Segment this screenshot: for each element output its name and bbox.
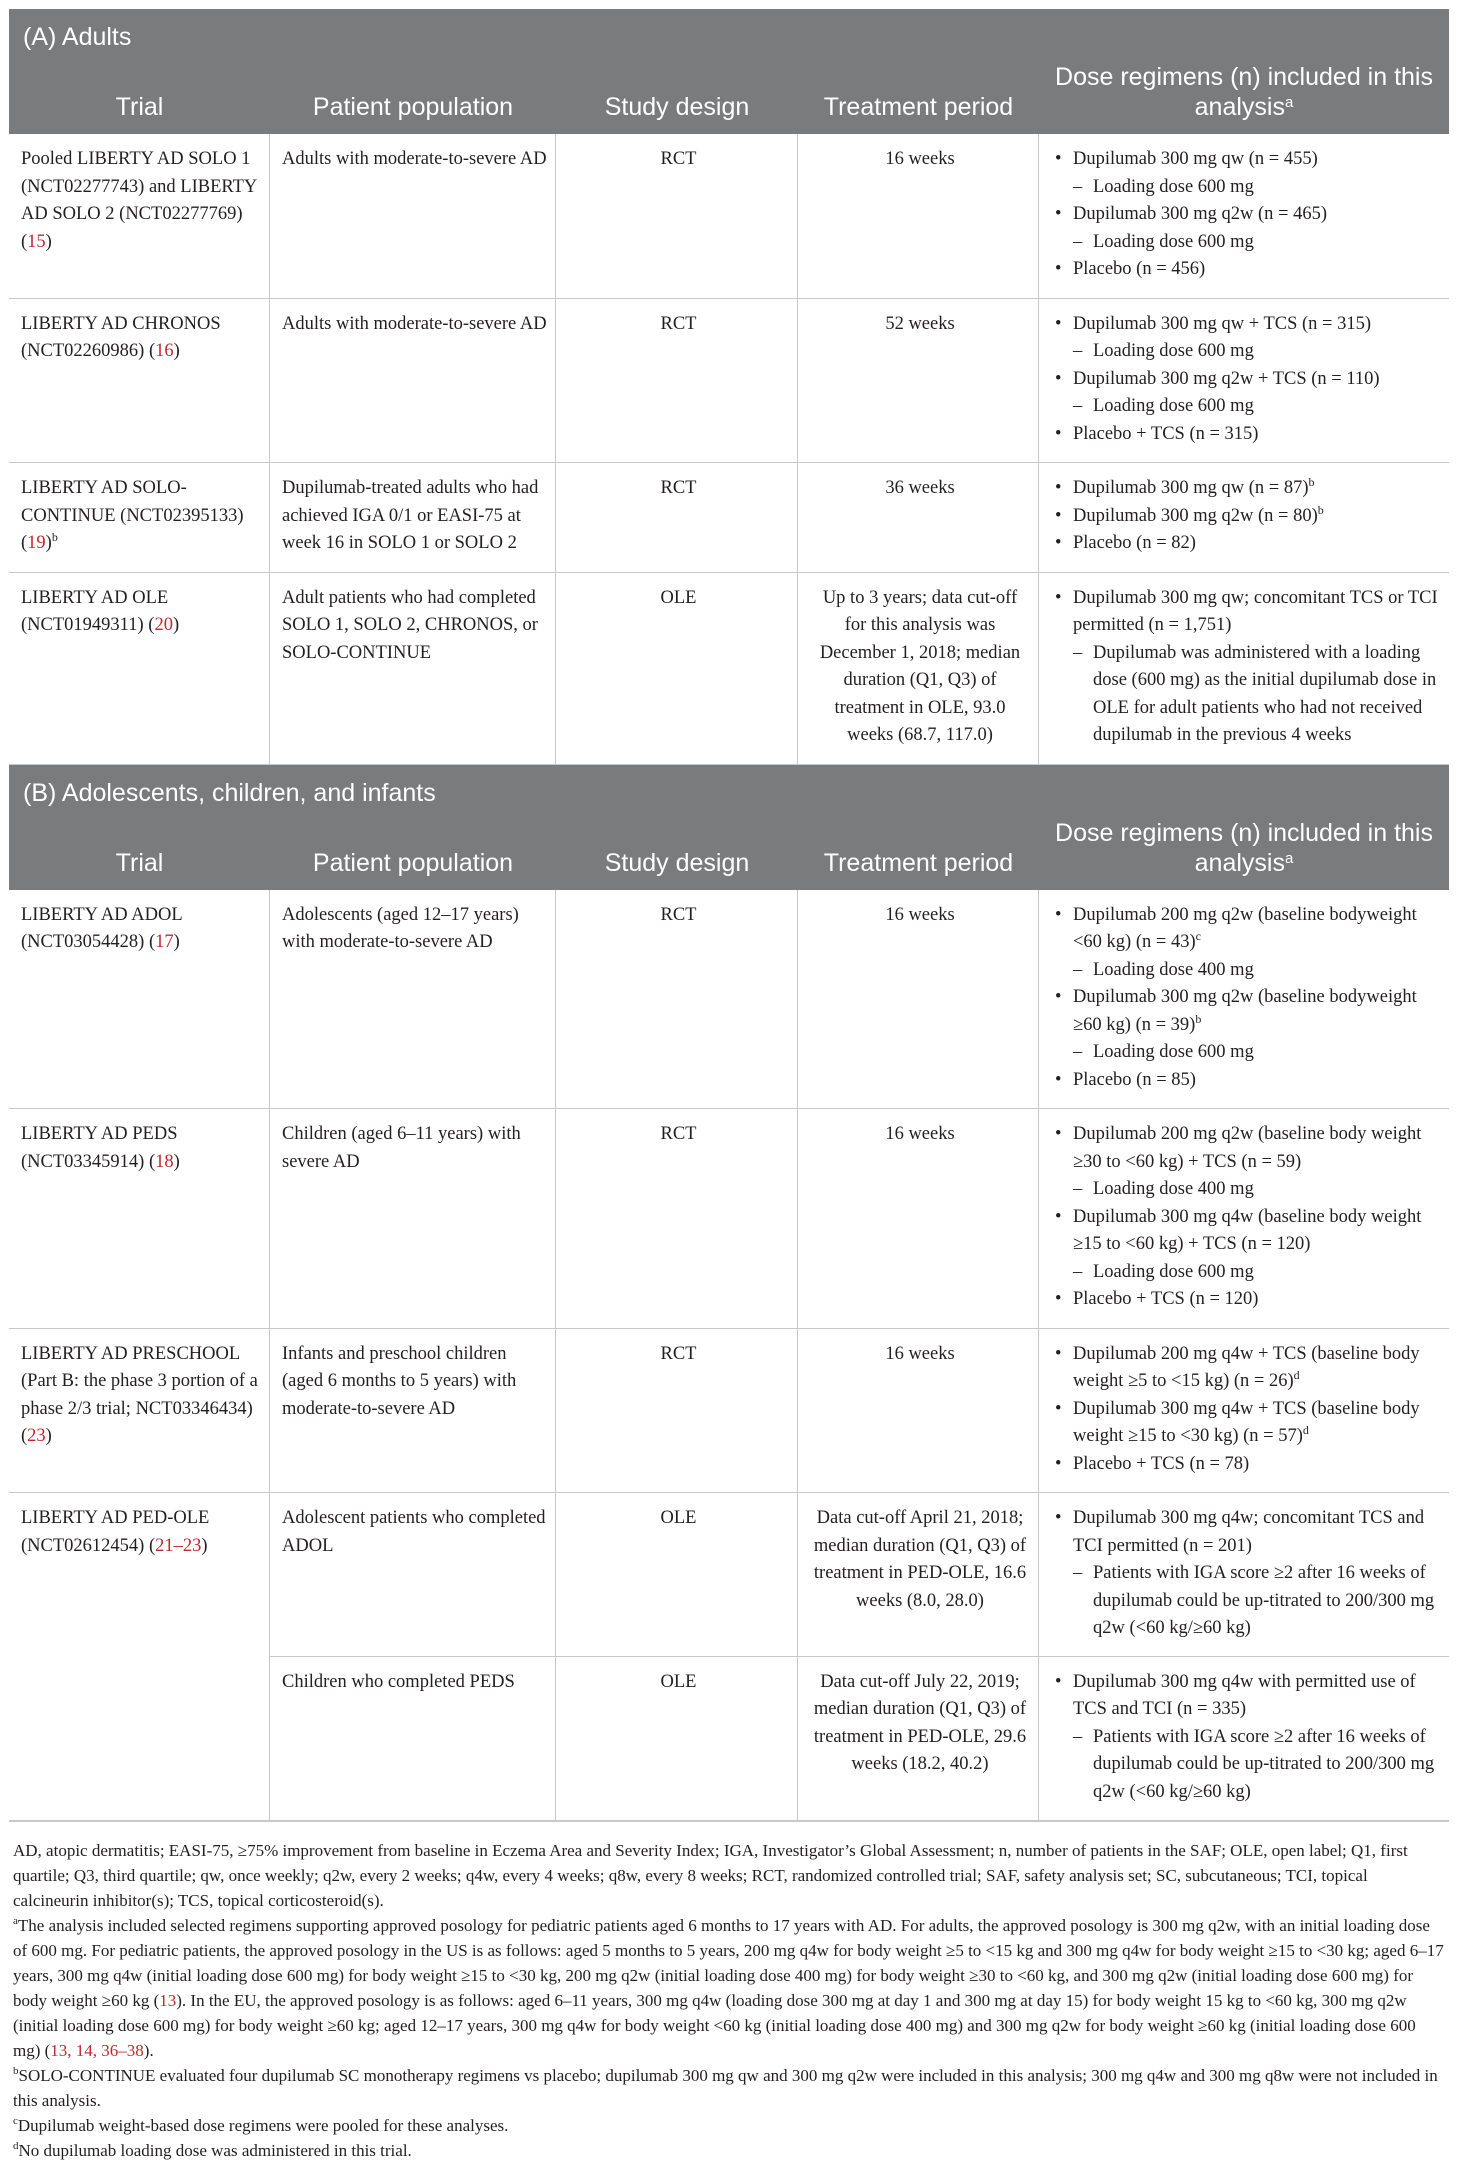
- dose-item: • Dupilumab 300 mg q2w (n = 80)$^b$: [1051, 503, 1441, 531]
- cell-trial: LIBERTY AD PRESCHOOL (Part B: the phase 3 portion of a phase 2/3 trial; NCT03346434) (23): [9, 1329, 270, 1493]
- cell-study-design: RCT: [556, 890, 798, 1109]
- header-doses: Dose regimens (n) included in this analysis$^a$: [1055, 818, 1433, 877]
- dose-item: • Dupilumab 300 mg qw + TCS (n = 315): [1051, 311, 1441, 339]
- cell-treatment-period: Data cut-off April 21, 2018; median duration (Q1, Q3) of treatment in PED-OLE, 16.6 weeks (8.0, 28.0): [798, 1493, 1039, 1657]
- table-row: [9, 134, 1449, 299]
- table-row: [9, 299, 1449, 464]
- cell-population: Children (aged 6–11 years) with severe AD: [270, 1109, 556, 1328]
- footnote-b: $^b$SOLO-CONTINUE evaluated four dupilumab SC monotherapy regimens vs placebo; dupilumab 300 mg qw and 300 mg q2w were included in this analysis; 300 mg q4w and 300 mg q8w were not included in this analysis.: [13, 2065, 1438, 2110]
- citation-link[interactable]: 17: [155, 932, 174, 952]
- cell-treatment-period: 16 weeks: [798, 1329, 1039, 1493]
- citation-link[interactable]: 13: [159, 1991, 177, 2010]
- cell-dose-regimens: [1039, 1657, 1449, 1821]
- citation-link[interactable]: 16: [155, 341, 174, 361]
- cell-trial: [9, 1657, 270, 1821]
- cell-study-design: RCT: [556, 299, 798, 463]
- cell-treatment-period: 52 weeks: [798, 299, 1039, 463]
- dose-item: • Dupilumab 200 mg q2w (baseline bodyweight <60 kg) (n = 43)$^c$: [1051, 902, 1441, 957]
- header-design: Study design: [604, 93, 750, 121]
- cell-dose-regimens: [1039, 1329, 1449, 1493]
- cell-treatment-period: 16 weeks: [798, 134, 1039, 298]
- table-row: [9, 890, 1449, 1110]
- cell-dose-regimens: [1039, 1109, 1449, 1328]
- cell-population: Adolescents (aged 12–17 years) with moderate-to-severe AD: [270, 890, 556, 1109]
- dose-item: • Dupilumab 300 mg q2w (baseline bodyweight ≥60 kg) (n = 39)$^b$: [1051, 984, 1441, 1039]
- section-b-rows: [9, 890, 1449, 1822]
- cell-study-design: OLE: [556, 1493, 798, 1657]
- cell-study-design: OLE: [556, 573, 798, 764]
- dose-item: • Dupilumab 300 mg qw (n = 87)$^b$: [1051, 475, 1441, 503]
- dose-subitem: – Loading dose 600 mg: [1051, 338, 1441, 366]
- dose-item: • Dupilumab 300 mg q4w + TCS (baseline body weight ≥15 to <30 kg) (n = 57)$^d$: [1051, 1396, 1441, 1451]
- dose-subitem: – Loading dose 600 mg: [1051, 229, 1441, 257]
- cell-study-design: RCT: [556, 134, 798, 298]
- cell-dose-regimens: [1039, 1493, 1449, 1657]
- dose-subitem: – Dupilumab was administered with a loading dose (600 mg) as the initial dupilumab dose in OLE for adult patients who had not received dupilumab in the previous 4 weeks: [1051, 640, 1441, 750]
- dose-item: • Dupilumab 200 mg q2w (baseline body weight ≥30 to <60 kg) + TCS (n = 59): [1051, 1121, 1441, 1176]
- dose-item: • Dupilumab 300 mg q4w with permitted use of TCS and TCI (n = 335): [1051, 1669, 1441, 1724]
- header-trial: Trial: [115, 93, 164, 121]
- dose-item: • Placebo (n = 456): [1051, 256, 1441, 284]
- cell-population: Adult patients who had completed SOLO 1, SOLO 2, CHRONOS, or SOLO-CONTINUE: [270, 573, 556, 764]
- dose-subitem: – Loading dose 400 mg: [1051, 1176, 1441, 1204]
- section-b-title: (B) Adolescents, children, and infants: [9, 765, 1449, 818]
- cell-population: Adults with moderate-to-severe AD: [270, 134, 556, 298]
- footnote-abbreviations: AD, atopic dermatitis; EASI-75, ≥75% improvement from baseline in Eczema Area and Severity Index; IGA, Investigator’s Global Assessment; n, number of patients in the SAF; OLE, open label; Q1, first quartile; Q3, third quartile; qw, once weekly; q2w, every 2 weeks; q4w, every 4 weeks; q8w, every 8 weeks; RCT, randomized controlled trial; SAF, safety analysis set; SC, subcutaneous; TCI, topical calcineurin inhibitor(s); TCS, topical corticosteroid(s).: [13, 1841, 1408, 1910]
- table-row: [9, 1329, 1449, 1494]
- header-population: Patient population: [312, 848, 514, 877]
- cell-population: Adolescent patients who completed ADOL: [270, 1493, 556, 1657]
- dose-item: • Placebo + TCS (n = 78): [1051, 1451, 1441, 1479]
- dose-subitem: – Loading dose 600 mg: [1051, 1039, 1441, 1067]
- cell-study-design: RCT: [556, 1329, 798, 1493]
- dose-item: • Dupilumab 300 mg q4w; concomitant TCS and TCI permitted (n = 201): [1051, 1505, 1441, 1560]
- dose-subitem: – Loading dose 400 mg: [1051, 957, 1441, 985]
- section-a-title: (A) Adults: [9, 9, 1449, 62]
- cell-study-design: RCT: [556, 1109, 798, 1328]
- footnote-d: $^d$No dupilumab loading dose was administered in this trial.: [13, 2140, 412, 2160]
- cell-treatment-period: 36 weeks: [798, 463, 1039, 572]
- cell-dose-regimens: [1039, 463, 1449, 572]
- citation-link[interactable]: 13, 14, 36–38: [50, 2041, 144, 2060]
- dose-item: • Placebo + TCS (n = 315): [1051, 421, 1441, 449]
- section-a-rows: [9, 134, 1449, 765]
- dose-item: • Placebo (n = 82): [1051, 530, 1441, 558]
- dose-item: • Dupilumab 300 mg qw (n = 455): [1051, 146, 1441, 174]
- cell-dose-regimens: [1039, 299, 1449, 463]
- citation-link[interactable]: 23: [27, 1426, 46, 1446]
- table-row: [9, 463, 1449, 573]
- footnote-c: $^c$Dupilumab weight-based dose regimens were pooled for these analyses.: [13, 2115, 509, 2135]
- dose-item: • Placebo + TCS (n = 120): [1051, 1286, 1441, 1314]
- citation-link[interactable]: 15: [27, 231, 46, 252]
- table-row: [9, 1493, 1449, 1657]
- dose-subitem: – Loading dose 600 mg: [1051, 393, 1441, 421]
- dose-subitem: – Patients with IGA score ≥2 after 16 weeks of dupilumab could be up-titrated to 200/300 mg q2w (<60 kg/≥60 kg): [1051, 1560, 1441, 1643]
- dose-item: • Dupilumab 300 mg q2w (n = 465): [1051, 201, 1441, 229]
- cell-study-design: OLE: [556, 1657, 798, 1821]
- header-trial: Trial: [115, 848, 164, 877]
- header-design: Study design: [604, 848, 750, 877]
- table-row: [9, 1109, 1449, 1329]
- cell-dose-regimens: [1039, 573, 1449, 764]
- footnote-a: $^a$The analysis included selected regimens supporting approved posology for pediatric patients aged 6 months to 17 years with AD. For adults, the approved posology is 300 mg q2w, with an initial loading dose of 600 mg. For pediatric patients, the approved posology in the US is as follows: aged 5 months to 5 years, 200 mg q4w for body weight ≥5 to <15 kg and 300 mg q4w for body weight ≥15 to <30 kg; aged 6–17 years, 300 mg q4w (initial loading dose 600 mg) for body weight ≥15 to <30 kg, 200 mg q2w (initial loading dose 400 mg) for body weight ≥30 to <60 kg, and 300 mg q2w (initial loading dose 600 mg) for body weight ≥60 kg (13). In the EU, the approved posology is as follows: aged 6–11 years, 300 mg q4w (loading dose 300 mg at day 1 and 300 mg at day 15) for body weight 15 kg to <60 kg, 300 mg q2w (initial loading dose 600 mg) for body weight ≥60 kg; aged 12–17 years, 300 mg q4w for body weight <60 kg (initial loading dose 400 mg) and 300 mg q2w for body weight ≥60 kg (initial loading dose 600 mg) (13, 14, 36–38).: [13, 1915, 1444, 2060]
- dose-subitem: – Loading dose 600 mg: [1051, 1259, 1441, 1287]
- cell-population: Dupilumab-treated adults who had achieved IGA 0/1 or EASI-75 at week 16 in SOLO 1 or SOLO 2: [270, 463, 556, 572]
- cell-trial: LIBERTY AD CHRONOS (NCT02260986) (16): [9, 299, 270, 463]
- cell-population: Children who completed PEDS: [270, 1657, 556, 1821]
- dose-item: • Placebo (n = 85): [1051, 1067, 1441, 1095]
- table-row: [9, 1657, 1449, 1822]
- dose-item: • Dupilumab 300 mg qw; concomitant TCS or TCI permitted (n = 1,751): [1051, 585, 1441, 640]
- cell-population: Infants and preschool children (aged 6 months to 5 years) with moderate-to-severe AD: [270, 1329, 556, 1493]
- cell-population: Adults with moderate-to-severe AD: [270, 299, 556, 463]
- cell-trial: LIBERTY AD SOLO-CONTINUE (NCT02395133) $(19)^b$: [9, 463, 270, 572]
- dose-item: • Dupilumab 300 mg q4w (baseline body weight ≥15 to <60 kg) + TCS (n = 120): [1051, 1204, 1441, 1259]
- dose-subitem: – Patients with IGA score ≥2 after 16 weeks of dupilumab could be up-titrated to 200/300 mg q2w (<60 kg/≥60 kg): [1051, 1724, 1441, 1807]
- dose-item: • Dupilumab 300 mg q2w + TCS (n = 110): [1051, 366, 1441, 394]
- cell-treatment-period: Up to 3 years; data cut-off for this analysis was December 1, 2018; median duration (Q1, Q3) of treatment in OLE, 93.0 weeks (68.7, 117.0): [798, 573, 1039, 764]
- citation-link[interactable]: 18: [155, 1151, 174, 1172]
- table-header-b: [9, 818, 1449, 890]
- table-header-a: [9, 62, 1449, 134]
- cell-treatment-period: 16 weeks: [798, 1109, 1039, 1328]
- table-footnotes: [9, 1821, 1449, 2163]
- citation-link[interactable]: 20: [154, 615, 173, 635]
- table-page: [9, 0, 1449, 2163]
- dose-subitem: – Loading dose 600 mg: [1051, 174, 1441, 202]
- header-period: Treatment period: [823, 93, 1014, 121]
- cell-trial: LIBERTY AD ADOL (NCT03054428) (17): [9, 890, 270, 1109]
- dose-item: • Dupilumab 200 mg q4w + TCS (baseline body weight ≥5 to <15 kg) (n = 26)$^d$: [1051, 1341, 1441, 1396]
- cell-trial: Pooled LIBERTY AD SOLO 1 (NCT02277743) and LIBERTY AD SOLO 2 (NCT02277769) (15): [9, 134, 270, 298]
- citation-link[interactable]: 19: [27, 533, 46, 553]
- header-doses: Dose regimens (n) included in this analysis$^a$: [1055, 63, 1433, 121]
- table-row: [9, 573, 1449, 765]
- cell-trial: LIBERTY AD PEDS (NCT03345914) (18): [9, 1109, 270, 1328]
- citation-link[interactable]: 21–23: [155, 1535, 202, 1556]
- cell-trial: LIBERTY AD PED-OLE (NCT02612454) (21–23): [9, 1493, 270, 1657]
- cell-study-design: RCT: [556, 463, 798, 572]
- cell-treatment-period: Data cut-off July 22, 2019; median duration (Q1, Q3) of treatment in PED-OLE, 29.6 weeks (18.2, 40.2): [798, 1657, 1039, 1821]
- header-population: Patient population: [312, 93, 514, 121]
- cell-treatment-period: 16 weeks: [798, 890, 1039, 1109]
- cell-trial: LIBERTY AD OLE (NCT01949311) (20): [9, 573, 270, 764]
- cell-dose-regimens: [1039, 890, 1449, 1109]
- header-period: Treatment period: [823, 848, 1014, 877]
- cell-dose-regimens: [1039, 134, 1449, 298]
